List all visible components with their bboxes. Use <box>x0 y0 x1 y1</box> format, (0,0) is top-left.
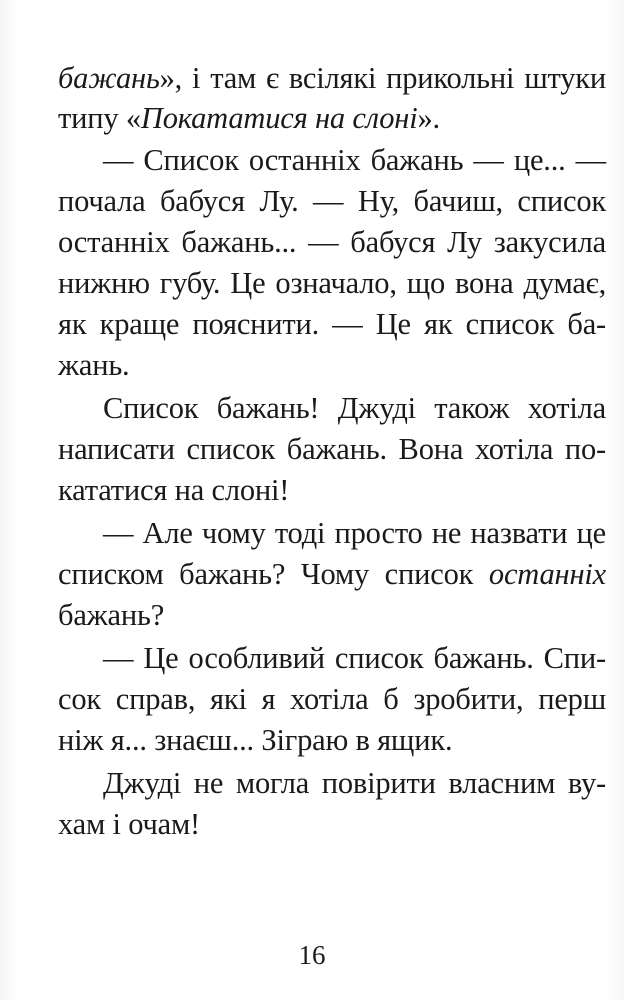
text-line-12: — Але чому тоді просто не назвати це <box>103 516 606 550</box>
text-line-7: як краще пояснити. — Це як список ба- <box>58 307 606 341</box>
text-line-6: нижню губу. Це означало, що вона думає, <box>58 266 606 300</box>
text-line-13 <box>58 554 606 595</box>
text-line-4: почала бабуся Лу. — Ну, бачиш, список <box>58 184 606 218</box>
text-span: », і там є всілякі прикольні штуки <box>159 61 606 95</box>
text-line-15: — Це особливий список бажань. Спи- <box>103 641 606 675</box>
italic-text: останніх <box>488 557 606 591</box>
text-line-5: останніх бажань... — бабуся Лу закусила <box>58 225 606 259</box>
text-line-1 <box>58 58 606 99</box>
text-line-18: Джуді не могла повірити власним ву- <box>103 766 606 800</box>
text-line-8: жань. <box>58 348 130 382</box>
text-line-14: бажань? <box>58 598 165 632</box>
italic-text: Покататися на слоні <box>140 101 418 135</box>
text-line-9: Список бажань! Джуді також хотіла <box>103 391 606 425</box>
text-line-17: ніж я... знаєш... Зіграю в ящик. <box>58 723 453 757</box>
text-line-11: кататися на слоні! <box>58 473 290 507</box>
text-span: ». <box>417 101 440 135</box>
text-line-3: — Список останніх бажань — це... — <box>103 143 606 177</box>
italic-text: бажань <box>58 61 160 95</box>
text-span: списком бажань? Чому список <box>58 557 489 591</box>
text-line-16: сок справ, які я хотіла б зробити, перш <box>58 682 606 716</box>
text-line-10: написати список бажань. Вона хотіла по- <box>58 432 606 466</box>
text-line-2 <box>58 98 606 139</box>
text-line-19: хам і очам! <box>58 807 201 841</box>
text-span: типу « <box>58 101 141 135</box>
page-number: 16 <box>298 940 326 970</box>
